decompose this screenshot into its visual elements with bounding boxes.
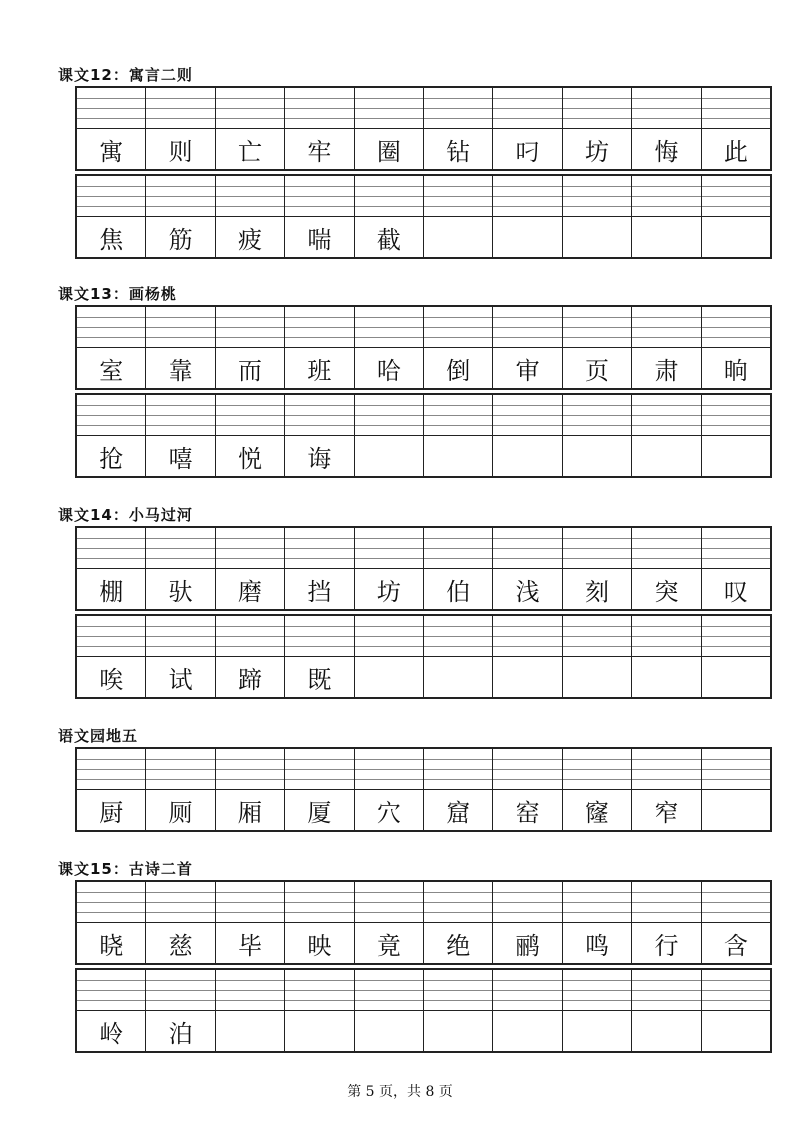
pinyin-box[interactable]: [562, 749, 631, 789]
writing-grid: [75, 880, 772, 1053]
pinyin-box[interactable]: [354, 970, 423, 1010]
pinyin-box[interactable]: [423, 528, 492, 568]
pinyin-box[interactable]: [701, 395, 770, 435]
row-pair: [75, 968, 772, 1053]
empty-character-cell: [701, 790, 770, 830]
pinyin-box[interactable]: [631, 528, 700, 568]
character-row: [77, 129, 770, 169]
character-cell: 鹂: [492, 923, 561, 963]
character-cell: 审: [492, 348, 561, 388]
pinyin-box[interactable]: [631, 307, 700, 347]
pinyin-box[interactable]: [284, 176, 353, 216]
character-row: [77, 436, 770, 476]
pinyin-row: [77, 176, 770, 217]
character-cell: 悔: [631, 129, 700, 169]
character-cell: 抢: [99, 444, 124, 473]
pinyin-box[interactable]: [701, 749, 770, 789]
pinyin-box[interactable]: [701, 882, 770, 922]
pinyin-box[interactable]: [562, 176, 631, 216]
section-title: 语文园地五: [58, 727, 139, 745]
pinyin-box[interactable]: [701, 528, 770, 568]
section-title: 课文13：画杨桃: [58, 285, 177, 303]
empty-character-cell: [492, 1011, 561, 1051]
empty-character-cell: [492, 436, 561, 476]
pinyin-box[interactable]: [77, 882, 145, 922]
pinyin-box[interactable]: [77, 749, 145, 789]
pinyin-box[interactable]: [562, 616, 631, 656]
character-cell: 亡: [215, 129, 284, 169]
pinyin-box[interactable]: [284, 749, 353, 789]
character-cell: 刻: [562, 569, 631, 609]
empty-character-cell: [562, 217, 631, 257]
pinyin-box[interactable]: [215, 882, 284, 922]
pinyin-box[interactable]: [77, 528, 145, 568]
pinyin-box[interactable]: [562, 88, 631, 128]
character-cell: 窟: [423, 790, 492, 830]
character-cell: 绝: [423, 923, 492, 963]
lesson-section: [58, 725, 772, 832]
pinyin-box[interactable]: [215, 616, 284, 656]
character-cell: 坊: [562, 129, 631, 169]
row-pair: [75, 614, 772, 699]
pinyin-row: [77, 882, 770, 923]
row-pair: [75, 880, 772, 965]
pinyin-box[interactable]: [492, 176, 561, 216]
writing-grid: [75, 747, 772, 832]
pinyin-box[interactable]: [354, 528, 423, 568]
character-cell: 厦: [284, 790, 353, 830]
character-cell: 此: [701, 129, 770, 169]
character-cell: 晓: [99, 931, 124, 960]
pinyin-box[interactable]: [354, 749, 423, 789]
character-cell: 厢: [215, 790, 284, 830]
pinyin-box[interactable]: [284, 616, 353, 656]
character-cell: 岭: [99, 1019, 124, 1048]
pinyin-box[interactable]: [492, 88, 561, 128]
character-cell: 浅: [492, 569, 561, 609]
character-cell: 窑: [492, 790, 561, 830]
character-cell: 鸣: [562, 923, 631, 963]
empty-character-cell: [701, 657, 770, 697]
character-cell: 厨: [99, 798, 124, 827]
character-cell: 驮: [145, 569, 214, 609]
writing-grid: [75, 86, 772, 259]
pinyin-box[interactable]: [492, 395, 561, 435]
character-cell: 竟: [354, 923, 423, 963]
character-cell: 映: [284, 923, 353, 963]
empty-character-cell: [701, 1011, 770, 1051]
character-cell: 唉: [99, 665, 124, 694]
row-pair: [75, 747, 772, 832]
character-cell: 靠: [145, 348, 214, 388]
character-cell: 室: [99, 356, 124, 385]
empty-character-cell: [284, 1011, 353, 1051]
pinyin-box[interactable]: [77, 395, 145, 435]
character-cell: 蹄: [215, 657, 284, 697]
pinyin-box[interactable]: [423, 616, 492, 656]
pinyin-box[interactable]: [77, 307, 145, 347]
pinyin-box[interactable]: [562, 970, 631, 1010]
pinyin-box[interactable]: [145, 307, 214, 347]
row-pair: [75, 305, 772, 390]
character-cell: 焦: [99, 225, 124, 254]
empty-character-cell: [562, 1011, 631, 1051]
pinyin-box[interactable]: [215, 88, 284, 128]
pinyin-box[interactable]: [423, 176, 492, 216]
row-pair: [75, 526, 772, 611]
pinyin-row: [77, 395, 770, 436]
character-cell: 则: [145, 129, 214, 169]
row-pair: [75, 174, 772, 259]
pinyin-box[interactable]: [492, 616, 561, 656]
empty-character-cell: [631, 217, 700, 257]
pinyin-box[interactable]: [701, 616, 770, 656]
pinyin-box[interactable]: [354, 395, 423, 435]
character-cell: 截: [354, 217, 423, 257]
empty-character-cell: [215, 1011, 284, 1051]
pinyin-box[interactable]: [145, 749, 214, 789]
character-cell: 坊: [354, 569, 423, 609]
empty-character-cell: [423, 657, 492, 697]
character-cell: 疲: [215, 217, 284, 257]
character-cell: 页: [562, 348, 631, 388]
pinyin-box[interactable]: [562, 882, 631, 922]
pinyin-box[interactable]: [423, 307, 492, 347]
pinyin-box[interactable]: [631, 616, 700, 656]
pinyin-box[interactable]: [354, 176, 423, 216]
empty-character-cell: [631, 1011, 700, 1051]
pinyin-box[interactable]: [145, 88, 214, 128]
pinyin-row: [77, 307, 770, 348]
pinyin-row: [77, 970, 770, 1011]
pinyin-box[interactable]: [145, 970, 214, 1010]
lesson-section: [58, 283, 772, 478]
character-cell: 含: [701, 923, 770, 963]
character-cell: 试: [145, 657, 214, 697]
character-row: [77, 217, 770, 257]
section-title: 课文15：古诗二首: [58, 860, 193, 878]
pinyin-box[interactable]: [701, 176, 770, 216]
empty-character-cell: [492, 217, 561, 257]
pinyin-box[interactable]: [145, 395, 214, 435]
pinyin-box[interactable]: [562, 307, 631, 347]
pinyin-box[interactable]: [562, 395, 631, 435]
pinyin-row: [77, 88, 770, 129]
character-cell: 窄: [631, 790, 700, 830]
character-cell: 穴: [354, 790, 423, 830]
character-cell: 钻: [423, 129, 492, 169]
character-cell: 窿: [562, 790, 631, 830]
pinyin-box[interactable]: [215, 395, 284, 435]
lesson-section: [58, 64, 772, 259]
section-title: 课文12：寓言二则: [58, 66, 193, 84]
character-cell: 肃: [631, 348, 700, 388]
pinyin-box[interactable]: [631, 88, 700, 128]
character-cell: 既: [284, 657, 353, 697]
pinyin-box[interactable]: [77, 616, 145, 656]
pinyin-box[interactable]: [145, 882, 214, 922]
pinyin-box[interactable]: [492, 307, 561, 347]
pinyin-box[interactable]: [701, 88, 770, 128]
empty-character-cell: [423, 436, 492, 476]
character-row: [77, 923, 770, 963]
page-footer: 第 5 页，共 8 页: [347, 1084, 453, 1100]
pinyin-box[interactable]: [215, 176, 284, 216]
character-cell: 牢: [284, 129, 353, 169]
pinyin-row: [77, 749, 770, 790]
row-pair: [75, 393, 772, 478]
pinyin-box[interactable]: [284, 528, 353, 568]
character-row: [77, 348, 770, 388]
character-cell: 嘻: [145, 436, 214, 476]
pinyin-box[interactable]: [77, 176, 145, 216]
pinyin-box[interactable]: [354, 616, 423, 656]
empty-character-cell: [354, 657, 423, 697]
character-row: [77, 657, 770, 697]
empty-character-cell: [701, 436, 770, 476]
character-cell: 筋: [145, 217, 214, 257]
pinyin-box[interactable]: [215, 749, 284, 789]
character-cell: 毕: [215, 923, 284, 963]
pinyin-box[interactable]: [492, 749, 561, 789]
pinyin-box[interactable]: [423, 882, 492, 922]
empty-character-cell: [354, 1011, 423, 1051]
character-cell: 突: [631, 569, 700, 609]
empty-character-cell: [631, 436, 700, 476]
empty-character-cell: [423, 1011, 492, 1051]
pinyin-box[interactable]: [354, 307, 423, 347]
character-cell: 棚: [99, 577, 124, 606]
character-cell: 叼: [492, 129, 561, 169]
character-cell: 挡: [284, 569, 353, 609]
pinyin-box[interactable]: [215, 970, 284, 1010]
empty-character-cell: [631, 657, 700, 697]
pinyin-box[interactable]: [145, 528, 214, 568]
writing-grid: [75, 305, 772, 478]
empty-character-cell: [354, 436, 423, 476]
character-cell: 晌: [701, 348, 770, 388]
empty-character-cell: [562, 436, 631, 476]
pinyin-box[interactable]: [423, 970, 492, 1010]
pinyin-box[interactable]: [631, 176, 700, 216]
lesson-section: [58, 858, 772, 1053]
row-pair: [75, 86, 772, 171]
pinyin-box[interactable]: [215, 307, 284, 347]
pinyin-box[interactable]: [284, 307, 353, 347]
character-cell: 慈: [145, 923, 214, 963]
character-row: [77, 569, 770, 609]
character-row: [77, 1011, 770, 1051]
pinyin-box[interactable]: [631, 395, 700, 435]
pinyin-row: [77, 528, 770, 569]
pinyin-box[interactable]: [562, 528, 631, 568]
pinyin-box[interactable]: [145, 616, 214, 656]
character-cell: 伯: [423, 569, 492, 609]
pinyin-box[interactable]: [701, 970, 770, 1010]
character-cell: 悦: [215, 436, 284, 476]
empty-character-cell: [701, 217, 770, 257]
character-cell: 圈: [354, 129, 423, 169]
empty-character-cell: [492, 657, 561, 697]
character-cell: 班: [284, 348, 353, 388]
pinyin-box[interactable]: [77, 88, 145, 128]
pinyin-box[interactable]: [423, 395, 492, 435]
section-title: 课文14：小马过河: [58, 506, 193, 524]
pinyin-box[interactable]: [354, 882, 423, 922]
character-cell: 寓: [99, 137, 124, 166]
character-row: [77, 790, 770, 830]
character-cell: 磨: [215, 569, 284, 609]
pinyin-row: [77, 616, 770, 657]
character-cell: 叹: [701, 569, 770, 609]
character-cell: 倒: [423, 348, 492, 388]
pinyin-box[interactable]: [215, 528, 284, 568]
character-cell: 哈: [354, 348, 423, 388]
pinyin-box[interactable]: [631, 882, 700, 922]
character-cell: 诲: [284, 436, 353, 476]
pinyin-box[interactable]: [284, 88, 353, 128]
pinyin-box[interactable]: [492, 970, 561, 1010]
character-cell: 而: [215, 348, 284, 388]
pinyin-box[interactable]: [284, 395, 353, 435]
pinyin-box[interactable]: [145, 176, 214, 216]
pinyin-box[interactable]: [631, 749, 700, 789]
pinyin-box[interactable]: [423, 749, 492, 789]
writing-grid: [75, 526, 772, 699]
character-cell: 喘: [284, 217, 353, 257]
pinyin-box[interactable]: [492, 882, 561, 922]
pinyin-box[interactable]: [77, 970, 145, 1010]
pinyin-box[interactable]: [701, 307, 770, 347]
pinyin-box[interactable]: [284, 882, 353, 922]
pinyin-box[interactable]: [423, 88, 492, 128]
lesson-section: [58, 504, 772, 699]
pinyin-box[interactable]: [284, 970, 353, 1010]
pinyin-box[interactable]: [492, 528, 561, 568]
pinyin-box[interactable]: [354, 88, 423, 128]
empty-character-cell: [423, 217, 492, 257]
character-cell: 厕: [145, 790, 214, 830]
empty-character-cell: [562, 657, 631, 697]
pinyin-box[interactable]: [631, 970, 700, 1010]
character-cell: 行: [631, 923, 700, 963]
character-cell: 泊: [145, 1011, 214, 1051]
